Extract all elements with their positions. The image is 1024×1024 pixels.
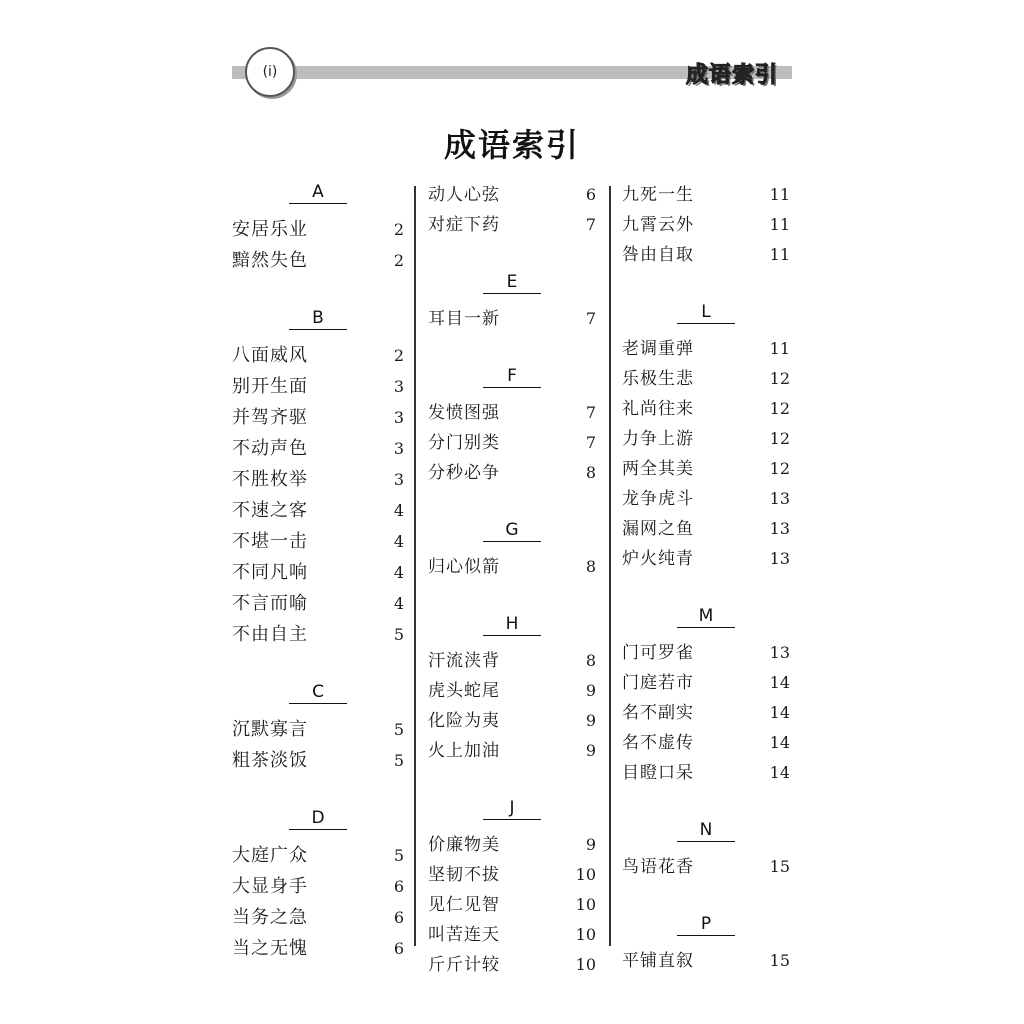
section-letter: L	[677, 301, 735, 324]
index-entry	[232, 840, 404, 871]
section-spacer	[622, 574, 790, 604]
idiom-text: 归心似箭	[428, 557, 500, 577]
idiom-text: 不动声色	[232, 438, 308, 459]
section-heading	[428, 270, 596, 296]
page-ref: 3	[393, 408, 404, 427]
page-ref: 6	[393, 939, 404, 958]
index-entry	[622, 946, 790, 976]
page-ref: 4	[393, 501, 404, 520]
idiom-text: 安居乐业	[232, 219, 308, 240]
page-title: 成语索引	[443, 126, 580, 164]
index-entry	[232, 933, 404, 964]
index-entry	[428, 552, 596, 582]
index-entry	[232, 902, 404, 933]
index-entry	[428, 676, 596, 706]
section-spacer	[622, 882, 790, 912]
idiom-text: 动人心弦	[428, 185, 500, 205]
page-ref: 2	[393, 220, 404, 239]
page-ref: 4	[393, 532, 404, 551]
idiom-text: 鸟语花香	[622, 857, 694, 877]
section-spacer	[622, 788, 790, 818]
section-heading	[232, 180, 404, 206]
index-entry	[232, 557, 404, 588]
idiom-text: 不堪一击	[232, 531, 308, 552]
section-letter: B	[289, 307, 347, 330]
page-ref: 12	[769, 459, 790, 478]
section-heading	[232, 306, 404, 332]
idiom-text: 八面威风	[232, 345, 308, 366]
section-heading	[428, 518, 596, 544]
idiom-text: 斤斤计较	[428, 955, 500, 975]
idiom-text: 门庭若市	[622, 673, 694, 693]
idiom-text: 当之无愧	[232, 938, 308, 959]
page-ref: 8	[585, 651, 596, 670]
section-letter: C	[289, 681, 347, 704]
page-ref: 10	[575, 925, 596, 944]
idiom-text: 对症下药	[428, 215, 500, 235]
section-heading	[428, 796, 596, 822]
index-entry	[622, 240, 790, 270]
index-entry	[232, 214, 404, 245]
index-entry	[622, 424, 790, 454]
page-ref: 10	[575, 955, 596, 974]
section-letter: N	[677, 819, 735, 842]
idiom-text: 平铺直叙	[622, 951, 694, 971]
index-entry	[622, 210, 790, 240]
section-spacer	[428, 488, 596, 518]
idiom-text: 沉默寡言	[232, 719, 308, 740]
page-ref: 7	[585, 309, 596, 328]
index-entry	[232, 495, 404, 526]
index-entry	[232, 745, 404, 776]
idiom-text: 漏网之鱼	[622, 519, 694, 539]
page-ref: 5	[393, 625, 404, 644]
page-ref: 15	[769, 951, 790, 970]
idiom-text: 并驾齐驱	[232, 407, 308, 428]
idiom-text: 两全其美	[622, 459, 694, 479]
index-entry	[428, 830, 596, 860]
section-spacer	[622, 630, 790, 638]
page-ref: 13	[769, 549, 790, 568]
page-ref: 5	[393, 720, 404, 739]
page-ref: 15	[769, 857, 790, 876]
section-heading	[622, 818, 790, 844]
index-entry	[622, 364, 790, 394]
section-spacer	[232, 206, 404, 214]
page-ref: 11	[769, 339, 790, 358]
section-spacer	[232, 776, 404, 806]
page-ref: 4	[393, 563, 404, 582]
page-ref: 13	[769, 643, 790, 662]
section-spacer	[622, 938, 790, 946]
index-column-3	[622, 180, 790, 976]
section-heading	[622, 604, 790, 630]
section-heading	[622, 912, 790, 938]
page-ref: 3	[393, 439, 404, 458]
index-entry	[428, 428, 596, 458]
idiom-text: 目瞪口呆	[622, 763, 694, 783]
idiom-text: 不同凡响	[232, 562, 308, 583]
page-ref: 11	[769, 185, 790, 204]
section-letter: E	[483, 271, 541, 294]
page-ref: 7	[585, 215, 596, 234]
index-entry	[622, 728, 790, 758]
page-ref: 9	[585, 835, 596, 854]
index-entry	[232, 714, 404, 745]
page-ref: 8	[585, 557, 596, 576]
index-entry	[622, 852, 790, 882]
idiom-text: 九死一生	[622, 185, 694, 205]
index-entry	[622, 638, 790, 668]
idiom-text: 名不副实	[622, 703, 694, 723]
section-spacer	[622, 270, 790, 300]
index-entry	[428, 890, 596, 920]
idiom-text: 龙争虎斗	[622, 489, 694, 509]
section-spacer	[428, 390, 596, 398]
page-number: (i)	[262, 64, 278, 80]
index-column-2	[428, 180, 596, 980]
index-entry	[622, 180, 790, 210]
idiom-text: 当务之急	[232, 907, 308, 928]
index-entry	[232, 340, 404, 371]
page-ref: 4	[393, 594, 404, 613]
page-ref: 9	[585, 711, 596, 730]
section-letter: M	[677, 605, 735, 628]
index-entry	[622, 668, 790, 698]
idiom-text: 不由自主	[232, 624, 308, 645]
section-heading	[622, 300, 790, 326]
index-entry	[622, 334, 790, 364]
column-divider	[414, 186, 416, 946]
index-entry	[428, 210, 596, 240]
page-ref: 6	[393, 908, 404, 927]
section-heading	[428, 612, 596, 638]
idiom-text: 不速之客	[232, 500, 308, 521]
idiom-text: 黯然失色	[232, 250, 308, 271]
section-spacer	[428, 822, 596, 830]
idiom-text: 名不虚传	[622, 733, 694, 753]
section-spacer	[428, 240, 596, 270]
section-spacer	[428, 582, 596, 612]
index-entry	[232, 464, 404, 495]
section-spacer	[232, 650, 404, 680]
page-ref: 14	[769, 673, 790, 692]
page-ref: 12	[769, 369, 790, 388]
idiom-text: 汗流浃背	[428, 651, 500, 671]
index-entry	[428, 646, 596, 676]
page-ref: 10	[575, 865, 596, 884]
index-column-1	[232, 180, 404, 964]
page-ref: 13	[769, 489, 790, 508]
index-entry	[232, 526, 404, 557]
page-ref: 9	[585, 681, 596, 700]
page-ref: 11	[769, 215, 790, 234]
page-ref: 12	[769, 429, 790, 448]
index-entry	[232, 433, 404, 464]
section-letter: P	[677, 913, 735, 936]
index-entry	[622, 544, 790, 574]
idiom-text: 火上加油	[428, 741, 500, 761]
index-entry	[428, 304, 596, 334]
section-heading	[232, 806, 404, 832]
idiom-text: 礼尚往来	[622, 399, 694, 419]
index-entry	[428, 706, 596, 736]
index-entry	[622, 514, 790, 544]
idiom-text: 咎由自取	[622, 245, 694, 265]
idiom-text: 老调重弹	[622, 339, 694, 359]
page-ref: 7	[585, 403, 596, 422]
idiom-text: 力争上游	[622, 429, 694, 449]
index-entry	[622, 454, 790, 484]
page-ref: 8	[585, 463, 596, 482]
idiom-text: 分秒必争	[428, 463, 500, 483]
idiom-text: 炉火纯青	[622, 549, 694, 569]
idiom-text: 虎头蛇尾	[428, 681, 500, 701]
page-ref: 6	[585, 185, 596, 204]
section-spacer	[428, 766, 596, 796]
section-heading	[428, 364, 596, 390]
page-ref: 2	[393, 346, 404, 365]
section-letter: H	[483, 613, 541, 636]
index-entry	[622, 698, 790, 728]
index-entry	[622, 484, 790, 514]
page-ref: 12	[769, 399, 790, 418]
page-ref: 14	[769, 703, 790, 722]
index-entry	[622, 394, 790, 424]
index-entry	[232, 871, 404, 902]
idiom-text: 化险为夷	[428, 711, 500, 731]
index-entry	[232, 245, 404, 276]
idiom-text: 不言而喻	[232, 593, 308, 614]
index-entry	[622, 758, 790, 788]
section-spacer	[232, 332, 404, 340]
section-letter: J	[483, 797, 541, 820]
idiom-text: 发愤图强	[428, 403, 500, 423]
page-ref: 7	[585, 433, 596, 452]
index-entry	[428, 736, 596, 766]
idiom-text: 粗茶淡饭	[232, 750, 308, 771]
idiom-text: 别开生面	[232, 376, 308, 397]
page-ref: 3	[393, 377, 404, 396]
page-ref: 9	[585, 741, 596, 760]
section-spacer	[622, 844, 790, 852]
section-spacer	[622, 326, 790, 334]
page-ref: 10	[575, 895, 596, 914]
section-spacer	[428, 296, 596, 304]
idiom-text: 坚韧不拔	[428, 865, 500, 885]
idiom-text: 分门别类	[428, 433, 500, 453]
section-spacer	[232, 832, 404, 840]
index-entry	[232, 371, 404, 402]
section-spacer	[428, 334, 596, 364]
idiom-text: 不胜枚举	[232, 469, 308, 490]
page-ref: 2	[393, 251, 404, 270]
column-divider	[609, 186, 611, 946]
idiom-text: 乐极生悲	[622, 369, 694, 389]
section-letter: G	[483, 519, 541, 542]
index-entry	[428, 950, 596, 980]
page-ref: 6	[393, 877, 404, 896]
idiom-text: 见仁见智	[428, 895, 500, 915]
page-ref: 11	[769, 245, 790, 264]
index-entry	[428, 398, 596, 428]
page-ref: 13	[769, 519, 790, 538]
idiom-text: 门可罗雀	[622, 643, 694, 663]
running-title: 成语索引	[685, 63, 778, 88]
index-entry	[428, 458, 596, 488]
index-entry	[232, 402, 404, 433]
idiom-text: 价廉物美	[428, 835, 500, 855]
page-ref: 14	[769, 763, 790, 782]
idiom-text: 叫苦连天	[428, 925, 500, 945]
index-entry	[428, 860, 596, 890]
section-letter: F	[483, 365, 541, 388]
index-entry	[232, 588, 404, 619]
section-spacer	[428, 544, 596, 552]
page-number-badge	[245, 47, 295, 97]
section-spacer	[232, 276, 404, 306]
index-entry	[428, 920, 596, 950]
index-entry	[428, 180, 596, 210]
section-spacer	[232, 706, 404, 714]
index-entry	[232, 619, 404, 650]
section-heading	[232, 680, 404, 706]
idiom-text: 大庭广众	[232, 845, 308, 866]
idiom-text: 大显身手	[232, 876, 308, 897]
page-ref: 14	[769, 733, 790, 752]
idiom-text: 耳目一新	[428, 309, 500, 329]
page-ref: 5	[393, 846, 404, 865]
page-ref: 3	[393, 470, 404, 489]
section-letter: A	[289, 181, 347, 204]
page-ref: 5	[393, 751, 404, 770]
section-letter: D	[289, 807, 347, 830]
idiom-text: 九霄云外	[622, 215, 694, 235]
section-spacer	[428, 638, 596, 646]
